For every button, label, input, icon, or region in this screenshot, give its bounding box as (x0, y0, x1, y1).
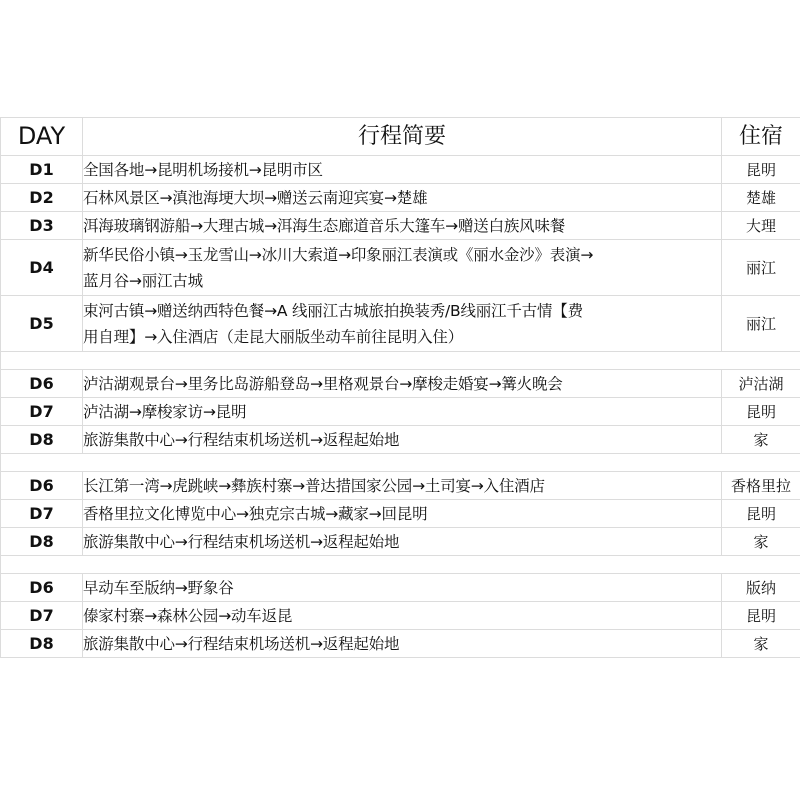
route-line: 新华民俗小镇→玉龙雪山→冰川大索道→印象丽江表演或《丽水金沙》表演→ (83, 245, 594, 264)
day-cell: D2 (1, 184, 83, 212)
stay-cell: 昆明 (722, 602, 800, 630)
day-cell: D5 (1, 296, 83, 352)
stay-cell: 昆明 (722, 156, 800, 184)
route-line: 蓝月谷→丽江古城 (83, 271, 203, 290)
route-cell: 早动车至版纳→野象谷 (83, 574, 722, 602)
day-cell: D6 (1, 472, 83, 500)
table-row (1, 296, 800, 352)
table-row (1, 240, 800, 296)
day-cell: D7 (1, 500, 83, 528)
route-cell: 泸沽湖→摩梭家访→昆明 (83, 398, 722, 426)
day-cell: D6 (1, 574, 83, 602)
route-cell: 石林风景区→滇池海埂大坝→赠送云南迎宾宴→楚雄 (83, 184, 722, 212)
route-cell: 泸沽湖观景台→里务比岛游船登岛→里格观景台→摩梭走婚宴→篝火晚会 (83, 370, 722, 398)
header-row (1, 118, 800, 156)
stay-cell: 丽江 (722, 296, 800, 352)
stay-cell: 香格里拉 (722, 472, 800, 500)
day-cell: D6 (1, 370, 83, 398)
stay-cell: 大理 (722, 212, 800, 240)
table-row (1, 472, 800, 500)
stay-cell: 昆明 (722, 500, 800, 528)
header-stay: 住宿 (722, 118, 800, 156)
stay-cell: 丽江 (722, 240, 800, 296)
day-cell: D3 (1, 212, 83, 240)
stay-cell: 家 (722, 426, 800, 454)
table-row (1, 156, 800, 184)
route-line: 束河古镇→赠送纳西特色餐→A 线丽江古城旅拍换装秀/B线丽江千古情【费 (83, 301, 583, 320)
table-row (1, 500, 800, 528)
route-cell: 旅游集散中心→行程结束机场送机→返程起始地 (83, 630, 722, 658)
stay-cell: 泸沽湖 (722, 370, 800, 398)
itinerary-table (0, 117, 800, 658)
table-row (1, 574, 800, 602)
spacer-row (1, 352, 800, 370)
stay-cell: 家 (722, 528, 800, 556)
spacer-row (1, 556, 800, 574)
day-cell: D8 (1, 426, 83, 454)
day-cell: D1 (1, 156, 83, 184)
table-row (1, 426, 800, 454)
stay-cell: 楚雄 (722, 184, 800, 212)
day-cell: D7 (1, 398, 83, 426)
table-row (1, 370, 800, 398)
table-row (1, 184, 800, 212)
stay-cell: 版纳 (722, 574, 800, 602)
route-cell: 旅游集散中心→行程结束机场送机→返程起始地 (83, 426, 722, 454)
route-cell: 长江第一湾→虎跳峡→彝族村寨→普达措国家公园→土司宴→入住酒店 (83, 472, 722, 500)
route-cell: 洱海玻璃钢游船→大理古城→洱海生态廊道音乐大篷车→赠送白族风味餐 (83, 212, 722, 240)
route-cell: 傣家村寨→森林公园→动车返昆 (83, 602, 722, 630)
route-cell (83, 240, 722, 296)
table-row (1, 528, 800, 556)
stay-cell: 家 (722, 630, 800, 658)
header-route: 行程简要 (83, 118, 722, 156)
table-row (1, 630, 800, 658)
table-row (1, 398, 800, 426)
route-cell (83, 296, 722, 352)
table-row (1, 602, 800, 630)
route-cell: 全国各地→昆明机场接机→昆明市区 (83, 156, 722, 184)
header-day: DAY (1, 118, 83, 156)
spacer-row (1, 454, 800, 472)
route-line: 用自理】→入住酒店（走昆大丽版坐动车前往昆明入住） (83, 327, 463, 346)
spacer-cell (1, 454, 800, 472)
spacer-cell (1, 556, 800, 574)
day-cell: D4 (1, 240, 83, 296)
day-cell: D8 (1, 630, 83, 658)
table-row (1, 212, 800, 240)
route-cell: 旅游集散中心→行程结束机场送机→返程起始地 (83, 528, 722, 556)
route-cell: 香格里拉文化博览中心→独克宗古城→藏家→回昆明 (83, 500, 722, 528)
spacer-cell (1, 352, 800, 370)
day-cell: D7 (1, 602, 83, 630)
day-cell: D8 (1, 528, 83, 556)
stay-cell: 昆明 (722, 398, 800, 426)
